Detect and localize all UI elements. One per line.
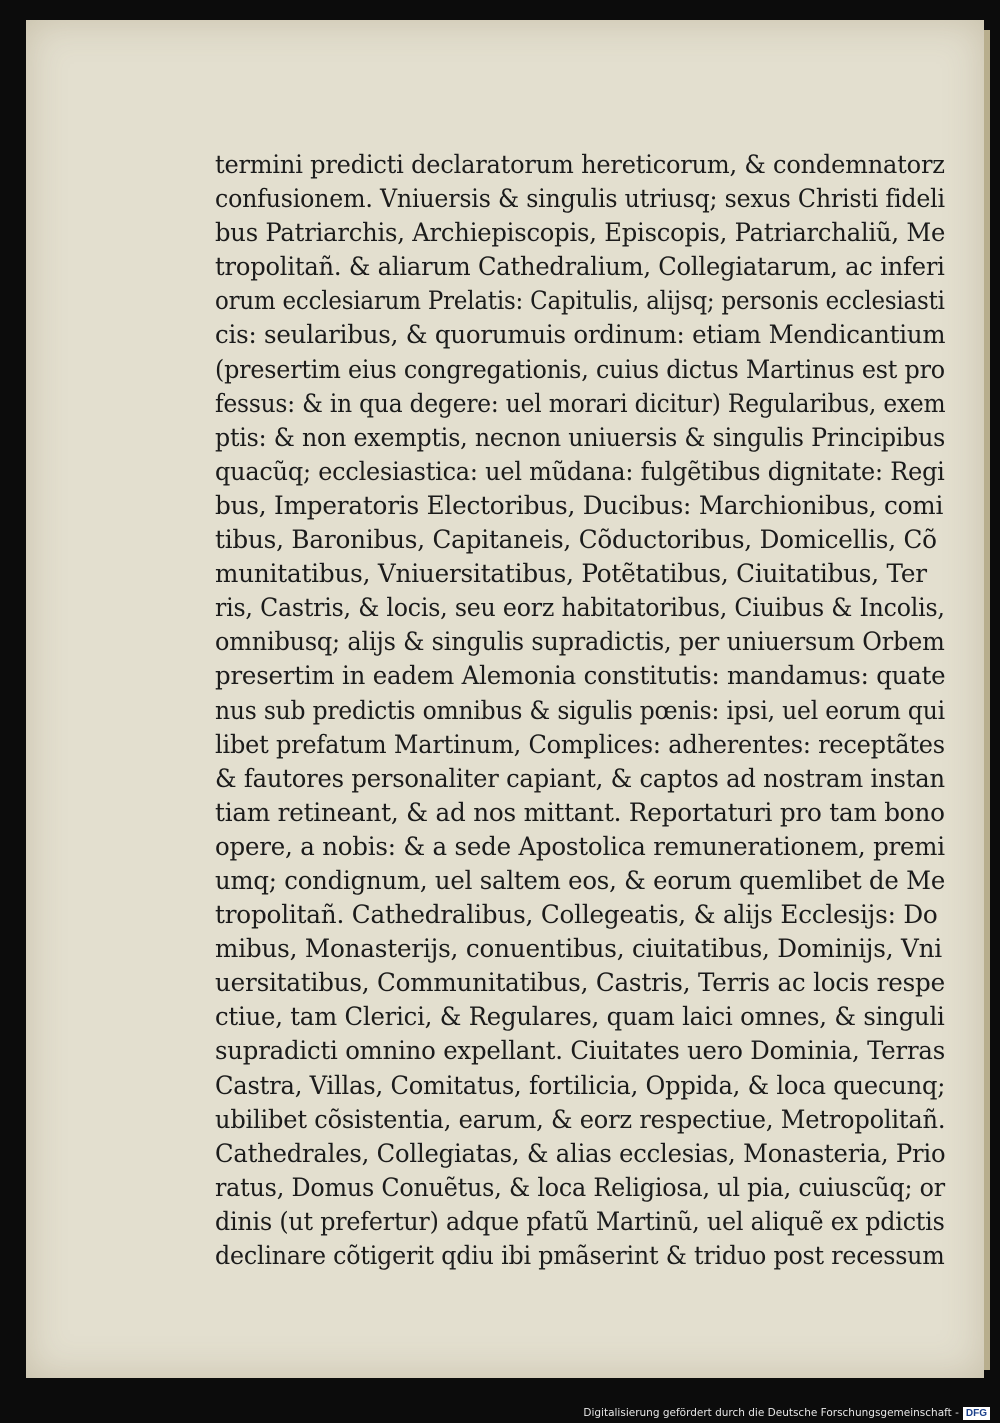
text-line: ubilibet cõsistentia, earum, & eorz respectiue, Metropolitañ. [215,1104,946,1134]
text-line: libet prefatum Martinum, Complices: adherentes: receptãtes [215,729,945,759]
text-line: tropolitañ. & aliarum Cathedralium, Collegiatarum, ac inferi [215,252,945,282]
text-line: confusionem. Vniuersis & singulis utriusq; sexus Christi fideli [215,184,945,214]
text-line: termini predicti declaratorum hereticorum, & condemnatorz [215,150,945,179]
text-line: ris, Castris, & locis, seu eorz habitatoribus, Ciuibus & Incolis, [215,593,945,623]
text-line: ptis: & non exemptis, necnon uniuersis & singulis Principibus [215,422,946,452]
text-line: dinis (ut prefertur) adque pfatũ Martinũ, uel aliquẽ ex pdictis [215,1206,945,1236]
text-line: supradicti omnino expellant. Ciuitates uero Dominia, Terras [215,1036,946,1066]
text-line: (presertim eius congregationis, cuius dictus Martinus est pro [215,354,945,384]
text-line: nus sub predictis omnibus & sigulis pœnis: ipsi, uel eorum qui [215,695,945,725]
text-line: uersitatibus, Communitatibus, Castris, Terris ac locis respe [215,968,945,998]
text-line: orum ecclesiarum Prelatis: Capitulis, alijsq; personis ecclesiasti [215,286,945,316]
text-line: munitatibus, Vniuersitatibus, Potẽtatibus, Ciuitatibus, Ter [215,559,927,589]
dfg-logo[interactable]: DFG [963,1407,990,1420]
text-line: quacũq; ecclesiastica: uel mũdana: fulgẽtibus dignitate: Regi [215,456,945,486]
footer [583,1405,990,1421]
text-line: opere, a nobis: & a sede Apostolica remunerationem, premi [215,831,945,861]
text-line: bus, Imperatoris Electoribus, Ducibus: Marchionibus, comi [215,490,944,520]
text-line: mibus, Monasterijs, conuentibus, ciuitatibus, Dominijs, Vni [215,934,942,964]
text-line: omnibusq; alijs & singulis supradictis, per uniuersum Orbem [215,627,945,657]
text-line: declinare cõtigerit qdiu ibi pmãserint & triduo post recessum [215,1241,945,1270]
text-line: presertim in eadem Alemonia constitutis: mandamus: quate [215,661,946,691]
text-line: & fautores personaliter capiant, & captos ad nostram instan [215,763,945,793]
page-edge [984,30,990,1370]
text-line: umq; condignum, uel saltem eos, & eorum quemlibet de Me [215,865,946,895]
text-line: ctiue, tam Clerici, & Regulares, quam laici omnes, & singuli [215,1002,945,1032]
text-line: fessus: & in qua degere: uel morari dicitur) Regularibus, exem [215,388,946,418]
text-line: Cathedrales, Collegiatas, & alias ecclesias, Monasteria, Prio [215,1138,946,1168]
text-line: Castra, Villas, Comitatus, fortilicia, Oppida, & loca quecunq; [215,1070,946,1100]
text-line: cis: seularibus, & quorumuis ordinum: etiam Mendicantium [215,320,946,350]
text-line: tiam retineant, & ad nos mittant. Reportaturi pro tam bono [215,797,945,827]
text-line: tropolitañ. Cathedralibus, Collegeatis, & alijs Ecclesijs: Do [215,900,938,930]
text-line: tibus, Baronibus, Capitaneis, Cõductoribus, Domicellis, Cõ [215,525,937,555]
text-block [215,148,955,1273]
text-line: ratus, Domus Conuẽtus, & loca Religiosa, ul pia, cuiuscũq; or [215,1172,945,1202]
footer-text: Digitalisierung gefördert durch die Deutsche Forschungsgemeinschaft - [583,1407,959,1419]
text-line: bus Patriarchis, Archiepiscopis, Episcopis, Patriarchaliũ, Me [215,218,946,248]
